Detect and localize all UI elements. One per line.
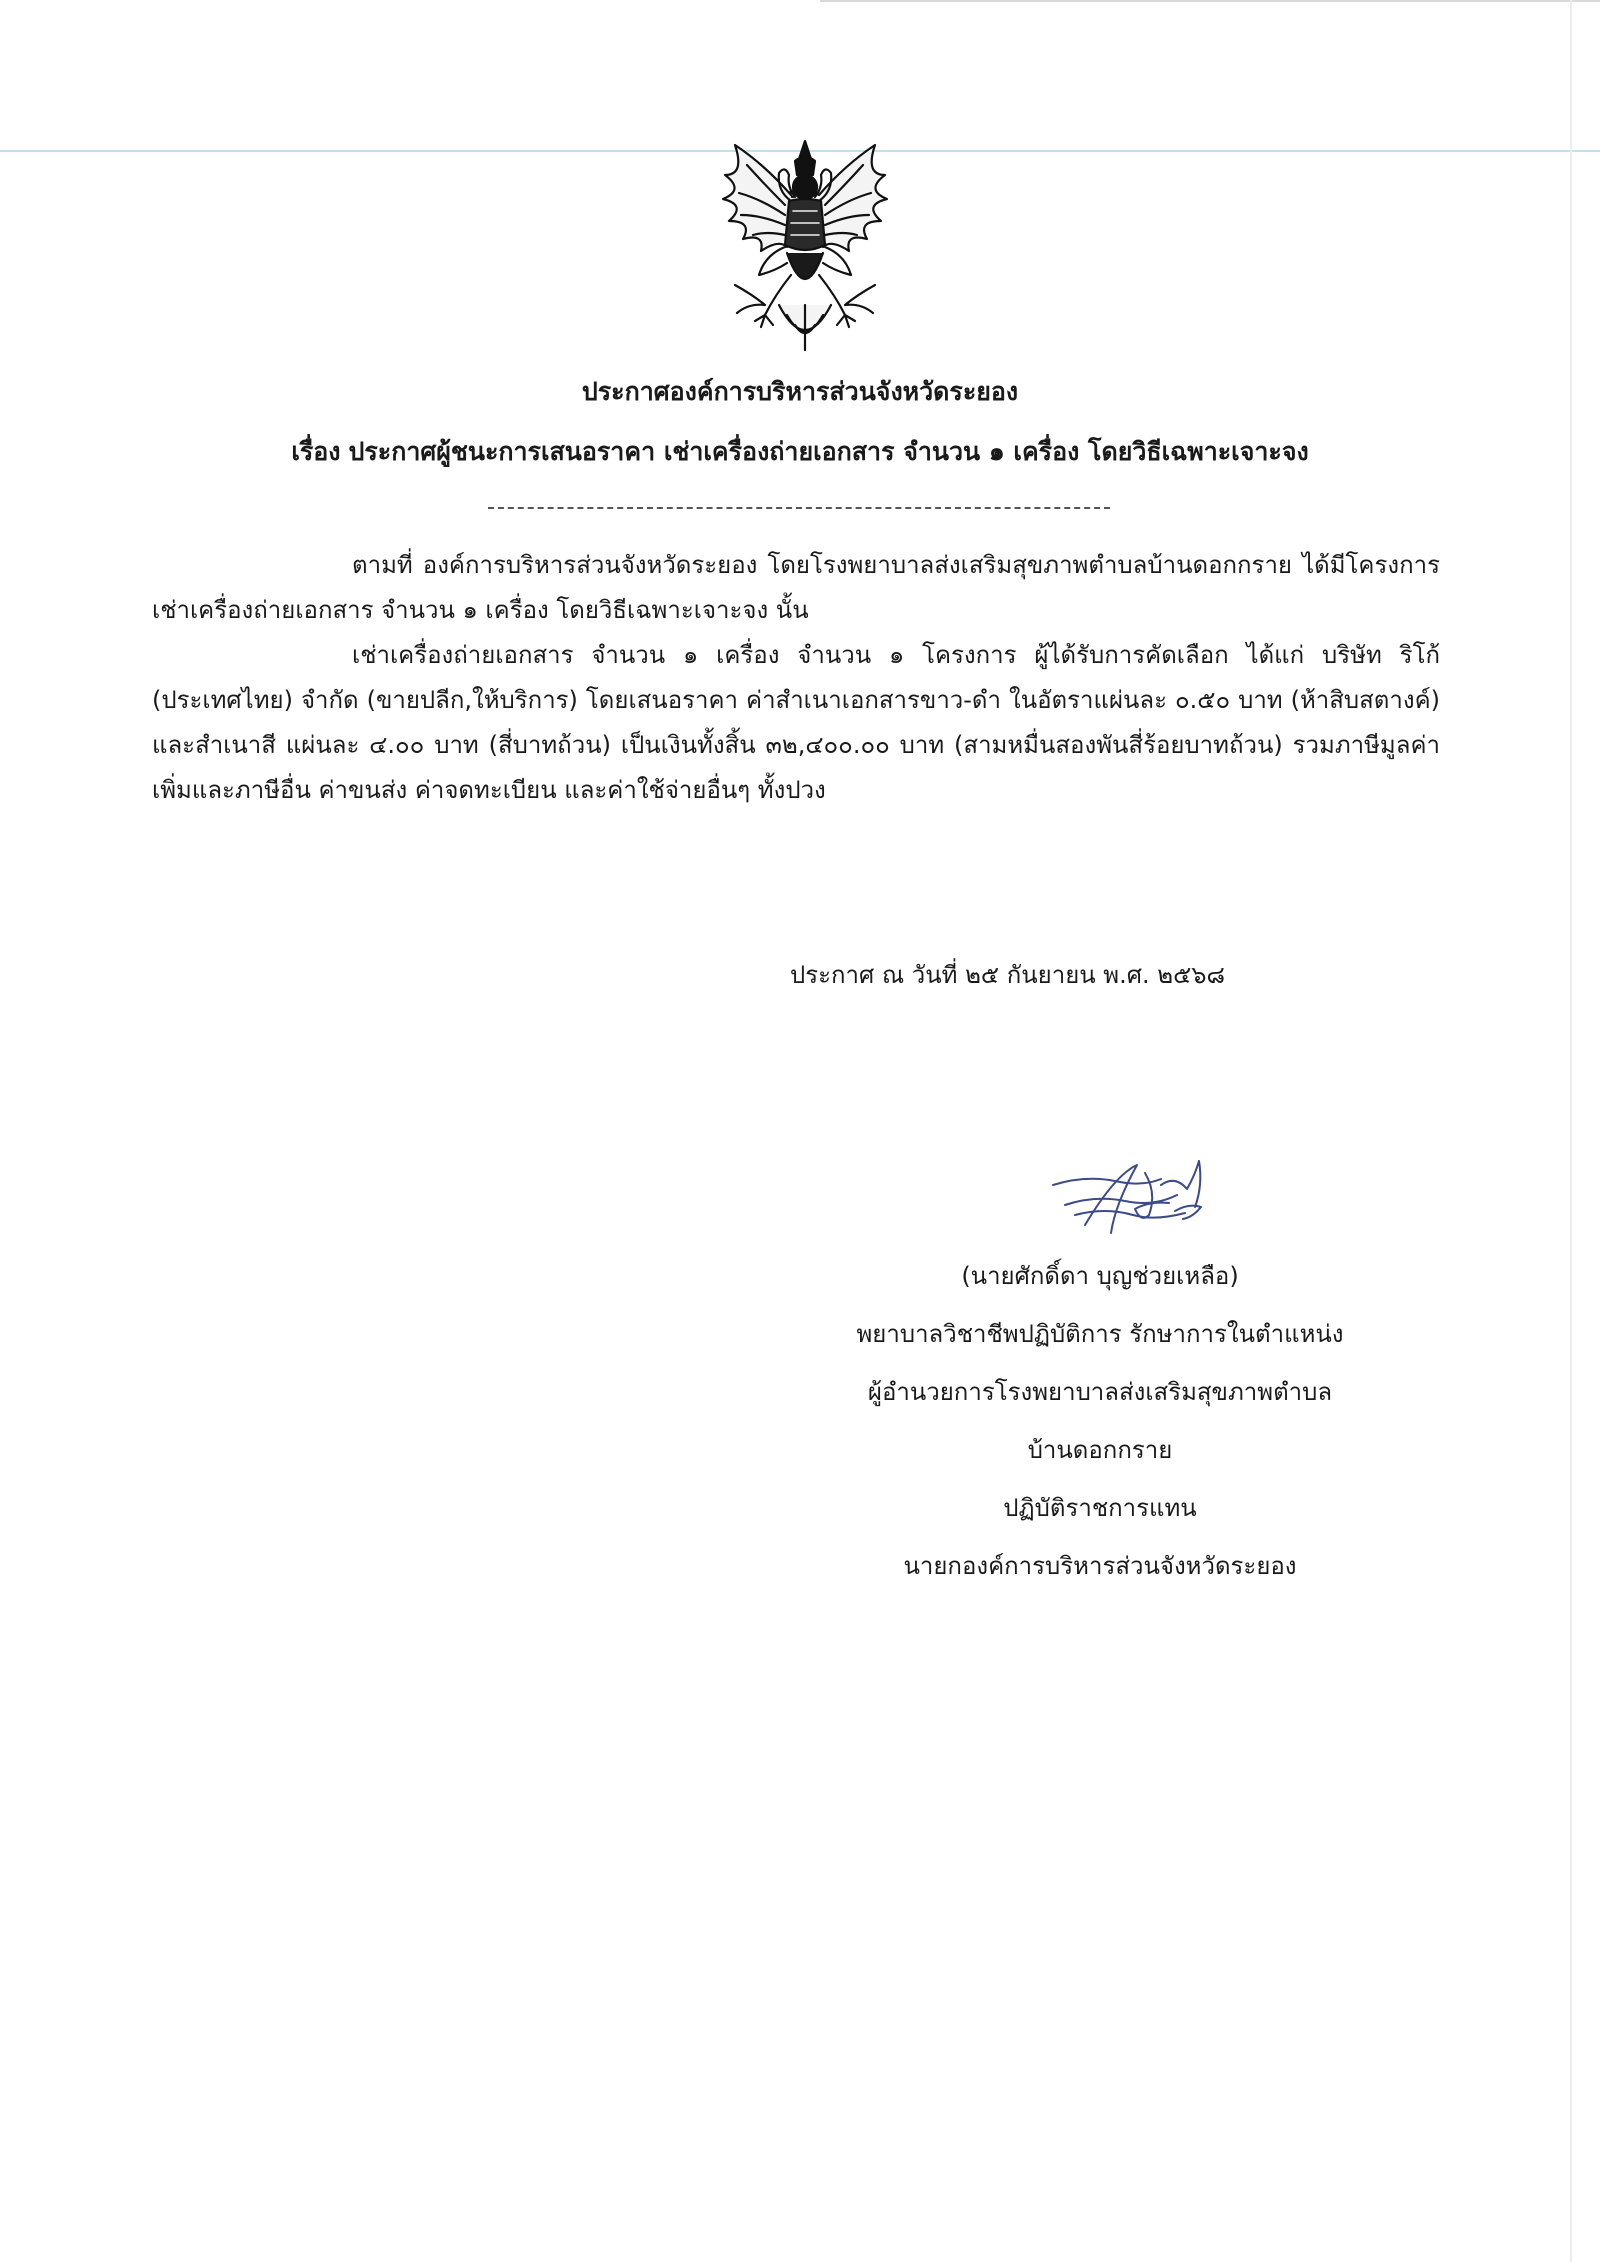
signatory-block [800,1247,1400,1595]
subject-text: ประกาศผู้ชนะการเสนอราคา เช่าเครื่องถ่ายเอกสาร จำนวน ๑ เครื่อง โดยวิธีเฉพาะเจาะจง [348,437,1309,466]
subject-prefix: เรื่อง [291,437,341,466]
dashed-divider [488,507,1110,509]
scan-edge-top [820,0,1600,2]
body-paragraph-2: เช่าเครื่องถ่ายเอกสาร จำนวน ๑ เครื่อง จำนวน ๑ โครงการ ผู้ได้รับการคัดเลือก ได้แก่ บริษัท ริโก้ (ประเทศไทย) จำกัด (ขายปลีก,ให้บริการ) โดยเสนอราคา ค่าสำเนาเอกสารขาว-ดำ ในอัตราแผ่นละ ๐.๕๐ บาท (ห้าสิบสตางค์) และสำเนาสี แผ่นละ ๔.๐๐ บาท (สี่บาทถ้วน) เป็นเงินทั้งสิ้น ๓๒,๔๐๐.๐๐ บาท (สามหมื่นสองพันสี่ร้อยบาทถ้วน) รวมภาษีมูลค่าเพิ่มและภาษีอื่น ค่าขนส่ง ค่าจดทะเบียน และค่าใช้จ่ายอื่นๆ ทั้งปวง [152,641,1440,804]
body-paragraph-1: ตามที่ องค์การบริหารส่วนจังหวัดระยอง โดยโรงพยาบาลส่งเสริมสุขภาพตำบลบ้านดอกกราย ได้มีโครงการ เช่าเครื่องถ่ายเอกสาร จำนวน ๑ เครื่อง โดยวิธีเฉพาะเจาะจง นั้น [152,551,1440,624]
announcement-title: ประกาศองค์การบริหารส่วนจังหวัดระยอง [581,377,1019,406]
announcement-body [152,543,1440,813]
announcement-date: ประกาศ ณ วันที่ ๒๕ กันยายน พ.ศ. ๒๕๖๘ [790,961,1225,989]
signatory-title-1: พยาบาลวิชาชีพปฏิบัติการ รักษาการในตำแหน่ง [856,1320,1344,1348]
handwritten-signature-icon [1045,1145,1225,1245]
scan-edge-right [1570,0,1572,2262]
garuda-emblem-icon [695,135,915,360]
signatory-name: (นายศักดิ์ดา บุญช่วยเหลือ) [961,1262,1239,1290]
signatory-title-3: บ้านดอกกราย [1027,1436,1173,1464]
signatory-title-4: ปฏิบัติราชการแทน [1003,1494,1197,1522]
signatory-title-2: ผู้อำนวยการโรงพยาบาลส่งเสริมสุขภาพตำบล [867,1378,1333,1406]
signatory-title-5: นายกองค์การบริหารส่วนจังหวัดระยอง [903,1552,1297,1580]
subject-line [0,432,1600,472]
